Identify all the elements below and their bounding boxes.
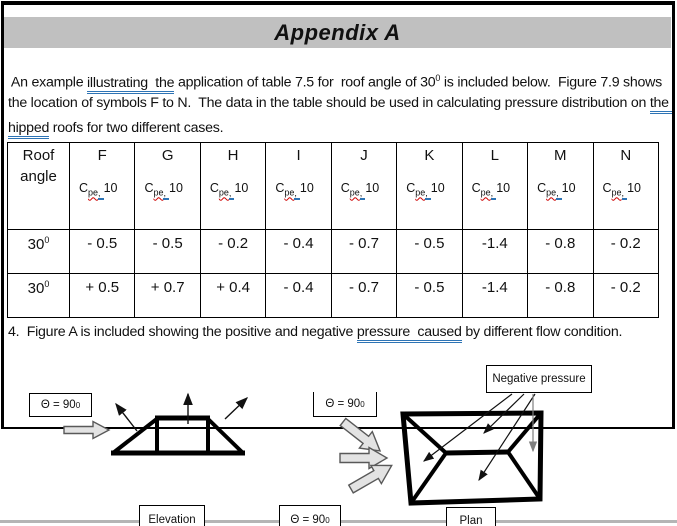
- plan-outline: [403, 413, 541, 503]
- value-cell: - 0.2: [200, 230, 265, 274]
- text-segment: by different flow condition.: [461, 324, 623, 340]
- theta-text: Θ = 90: [290, 514, 326, 526]
- coef-c: C: [537, 181, 547, 195]
- pressure-arrow-bottom-face-icon: [479, 394, 535, 480]
- column-header: [135, 143, 200, 230]
- coef-subscript-misspell: pe: [415, 187, 426, 198]
- column-letter: K: [424, 147, 435, 164]
- coef-c: C: [209, 181, 219, 195]
- theta-label-elevation: [29, 393, 92, 417]
- coef-rest: 10: [169, 181, 183, 195]
- coef-subscript-misspell: pe: [611, 187, 622, 198]
- theta-label-bottom: [279, 505, 341, 526]
- table-row: [8, 230, 659, 274]
- plan-wind-arrows: [337, 414, 397, 498]
- theta-superscript: 0: [360, 399, 365, 409]
- coef-rest: 10: [299, 181, 314, 195]
- column-header: [331, 143, 396, 230]
- column-header: [200, 143, 265, 230]
- intro-line-1: [8, 66, 672, 91]
- value-cell: - 0.5: [135, 230, 200, 274]
- value-cell: -1.4: [462, 230, 527, 274]
- value-cell: - 0.5: [397, 274, 462, 318]
- value-cell: - 0.8: [528, 274, 593, 318]
- table-body: [8, 230, 659, 318]
- column-header: [528, 143, 593, 230]
- column-letter: G: [161, 147, 174, 164]
- suction-arrow-left-icon: [116, 404, 137, 431]
- suction-arrow-right-icon: [225, 398, 247, 419]
- coefficient-label: [136, 181, 198, 198]
- elevation-suction-arrows: [116, 394, 247, 431]
- table-row: [8, 274, 659, 318]
- text-segment: application of table 7.5 for roof angle of 30: [174, 74, 436, 91]
- value-cell: + 0.5: [70, 274, 135, 318]
- coef-comma-grammar: ,: [622, 188, 628, 200]
- item-4-line: [8, 320, 672, 345]
- title-banner: [4, 17, 671, 48]
- coefficient-label: [398, 181, 460, 198]
- coef-rest: 10: [496, 181, 511, 195]
- grammar-marked-text: the: [650, 95, 673, 114]
- value-cell: - 0.7: [331, 274, 396, 318]
- coef-c: C: [275, 181, 285, 195]
- negative-pressure-label: [486, 365, 592, 393]
- plan-caption: [446, 507, 496, 526]
- plan-hip-top-right: [508, 413, 541, 452]
- coef-comma-grammar: ,: [294, 188, 300, 200]
- coef-rest: 10: [103, 181, 118, 195]
- plan-diagram: [403, 413, 541, 503]
- roof-angle-header: Roof angle: [8, 143, 70, 230]
- item-4-paragraph: [8, 320, 672, 345]
- coef-comma-grammar: ,: [491, 188, 497, 200]
- value-cell: + 0.4: [200, 274, 265, 318]
- theta-text: Θ = 90: [40, 399, 76, 411]
- plan-hip-bottom-right: [508, 452, 540, 499]
- coefficient-label: [595, 181, 658, 198]
- coef-c: C: [471, 181, 481, 195]
- value-cell: - 0.8: [528, 230, 593, 274]
- value-cell: - 0.5: [70, 230, 135, 274]
- grammar-marked-text: pressure caused: [357, 324, 462, 343]
- coef-comma-grammar: ,: [556, 188, 562, 200]
- coef-subscript-misspell: pe: [480, 187, 491, 198]
- column-header: [462, 143, 527, 230]
- coefficient-label: [267, 181, 329, 198]
- coefficient-label: [464, 181, 526, 198]
- column-letter: N: [620, 147, 632, 164]
- text-segment: roofs for two different cases.: [49, 120, 224, 136]
- coefficient-label: [71, 181, 133, 198]
- coef-rest: 10: [430, 181, 445, 195]
- grammar-marked-text: illustrating the: [87, 75, 174, 94]
- roof-angle-cell: $30^0$: [8, 274, 70, 318]
- intro-paragraph: [8, 66, 672, 141]
- coef-comma-grammar: ,: [98, 188, 104, 200]
- column-letter: F: [97, 147, 107, 164]
- plan-hip-bottom-left: [411, 453, 446, 503]
- coef-rest: 10: [561, 181, 576, 195]
- theta-superscript: 0: [75, 400, 81, 410]
- grammar-marked-text: hipped: [8, 120, 49, 139]
- text-segment: the location of symbols F to N. The data in the table should be used in calculating pressure distribution on: [8, 95, 650, 111]
- coef-comma-grammar: ,: [229, 188, 235, 200]
- elevation-right-slope: [207, 418, 243, 453]
- plan-caption-text: Plan: [459, 515, 483, 526]
- table-header-row: [8, 143, 659, 230]
- coef-c: C: [144, 181, 154, 195]
- value-cell: - 0.7: [331, 230, 396, 274]
- text-segment: An example: [8, 74, 88, 91]
- intro-line-2: [8, 91, 672, 116]
- value-cell: -1.4: [462, 274, 527, 318]
- plan-hip-top-left: [403, 414, 446, 453]
- coef-c: C: [340, 181, 350, 195]
- coef-rest: 10: [627, 181, 641, 195]
- coef-comma-grammar: ,: [360, 188, 366, 200]
- coefficient-label: [333, 181, 395, 198]
- coef-c: C: [406, 181, 416, 195]
- plan-ridge: [446, 452, 508, 453]
- angle-superscript: 0: [44, 235, 50, 245]
- theta-superscript: 0: [325, 515, 330, 525]
- column-letter: J: [360, 147, 368, 164]
- column-header: [397, 143, 462, 230]
- coefficient-label: [529, 181, 591, 198]
- value-cell: - 0.4: [266, 230, 331, 274]
- intro-line-3: [8, 116, 672, 141]
- value-cell: - 0.5: [397, 230, 462, 274]
- coef-subscript-misspell: pe: [546, 187, 557, 198]
- coef-rest: 10: [234, 181, 249, 195]
- column-letter: L: [490, 147, 500, 164]
- elevation-left-slope: [113, 418, 158, 453]
- column-letter: H: [227, 147, 239, 164]
- elevation-caption-text: Elevation: [148, 514, 196, 526]
- coef-rest: 10: [365, 181, 380, 195]
- value-cell: + 0.7: [135, 274, 200, 318]
- coef-subscript-misspell: pe: [284, 187, 295, 198]
- text-segment: is included below. Figure 7.9 shows: [440, 74, 663, 91]
- value-cell: - 0.2: [593, 274, 659, 318]
- coef-subscript-misspell: pe: [153, 187, 164, 198]
- superscript-zero: 0: [435, 73, 441, 83]
- angle-superscript: 0: [44, 279, 50, 289]
- text-segment: 4. Figure A is included showing the positive and negative: [8, 324, 357, 340]
- roof-angle-cell: $30^0$: [8, 230, 70, 274]
- negative-pressure-text: Negative pressure: [492, 373, 586, 385]
- page-title: Appendix A: [274, 19, 401, 45]
- value-cell: - 0.4: [266, 274, 331, 318]
- coefficient-label: [202, 181, 264, 198]
- coef-subscript-misspell: pe: [349, 187, 360, 198]
- coef-subscript-misspell: pe: [218, 187, 229, 198]
- coef-comma-grammar: ,: [163, 188, 169, 200]
- column-letter: M: [554, 147, 567, 164]
- table-head: [8, 143, 659, 230]
- roof-pressure-table: [7, 142, 659, 318]
- value-cell: - 0.2: [593, 230, 659, 274]
- column-header: [593, 143, 659, 230]
- elevation-caption: [139, 505, 205, 526]
- wind-arrow-upper-icon: [337, 414, 387, 459]
- theta-label-plan: [313, 392, 377, 417]
- column-letter: I: [296, 147, 301, 164]
- column-header: [70, 143, 135, 230]
- theta-text: Θ = 90: [325, 398, 361, 410]
- coef-comma-grammar: ,: [425, 188, 431, 200]
- coef-c: C: [602, 181, 612, 195]
- column-header: [266, 143, 331, 230]
- coef-subscript-misspell: pe: [88, 187, 99, 198]
- coef-c: C: [79, 181, 89, 195]
- elevation-wind-arrow-icon: [64, 422, 109, 439]
